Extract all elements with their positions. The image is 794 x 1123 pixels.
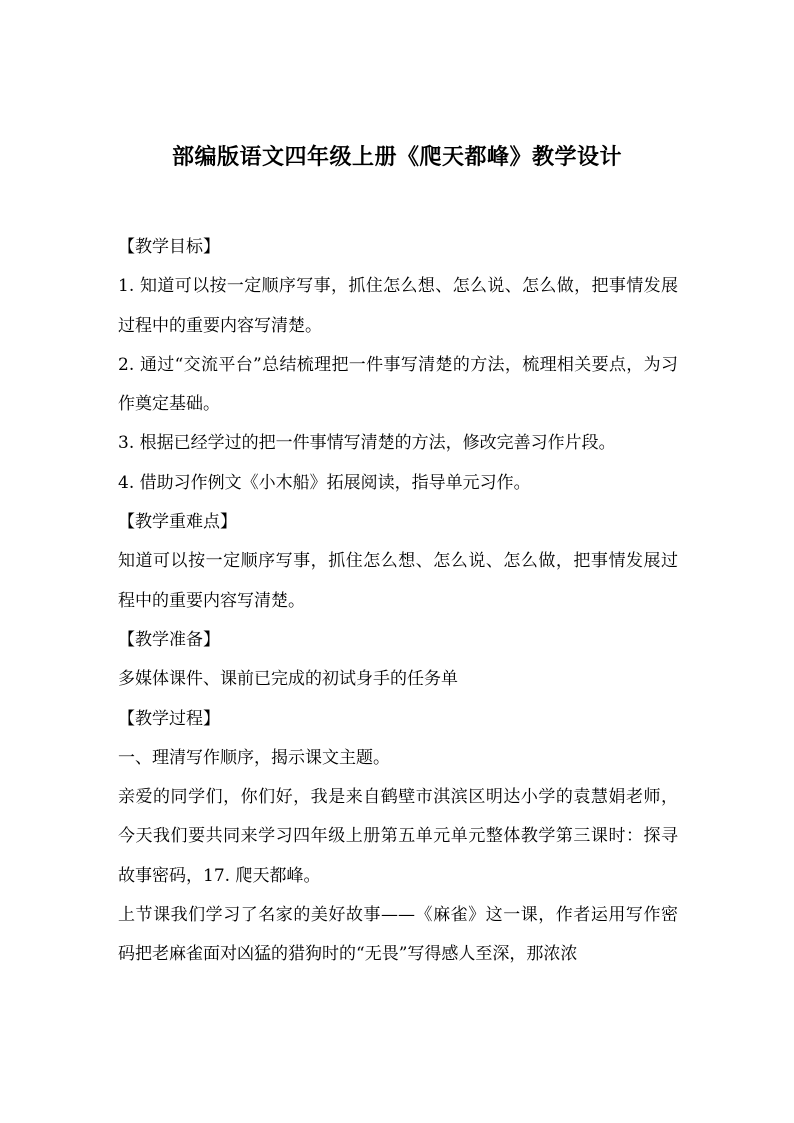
objective-3: 3. 根据已经学过的把一件事情写清楚的方法，修改完善习作片段。 <box>118 433 616 454</box>
process-paragraph-review: 上节课我们学习了名家的美好故事——《麻雀》这一课，作者运用写作密码把老麻雀面对凶猛的猎狗时的“无畏”写得感人至深，那浓浓 <box>118 905 678 965</box>
preparation-text: 多媒体课件、课前已完成的初试身手的任务单 <box>118 669 458 690</box>
document-title: 部编版语文四年级上册《爬天都峰》教学设计 <box>171 145 622 170</box>
key-points-text: 知道可以按一定顺序写事，抓住怎么想、怎么说、怎么做，把事情发展过程中的重要内容写清楚。 <box>118 551 678 611</box>
document-body <box>118 228 678 975</box>
section-heading-preparation: 【教学准备】 <box>118 629 220 650</box>
section-heading-objectives: 【教学目标】 <box>118 237 220 257</box>
process-step-1-heading: 一、理清写作顺序，揭示课文主题。 <box>118 747 390 768</box>
section-heading-key-points: 【教学重难点】 <box>118 512 237 533</box>
objective-2: 2. 通过“交流平台”总结梳理把一件事写清楚的方法，梳理相关要点，为习作奠定基础。 <box>118 354 678 415</box>
objective-1: 1. 知道可以按一定顺序写事，抓住怎么想、怎么说、怎么做，把事情发展过程中的重要内容写清楚。 <box>118 276 678 336</box>
process-paragraph-intro: 亲爱的同学们，你们好，我是来自鹤壁市淇滨区明达小学的袁慧娟老师，今天我们要共同来学习四年级上册第五单元单元整体教学第三课时：探寻故事密码，17. 爬天都峰。 <box>118 787 678 886</box>
objective-4: 4. 借助习作例文《小木船》拓展阅读，指导单元习作。 <box>118 472 531 493</box>
section-heading-process: 【教学过程】 <box>118 708 220 729</box>
